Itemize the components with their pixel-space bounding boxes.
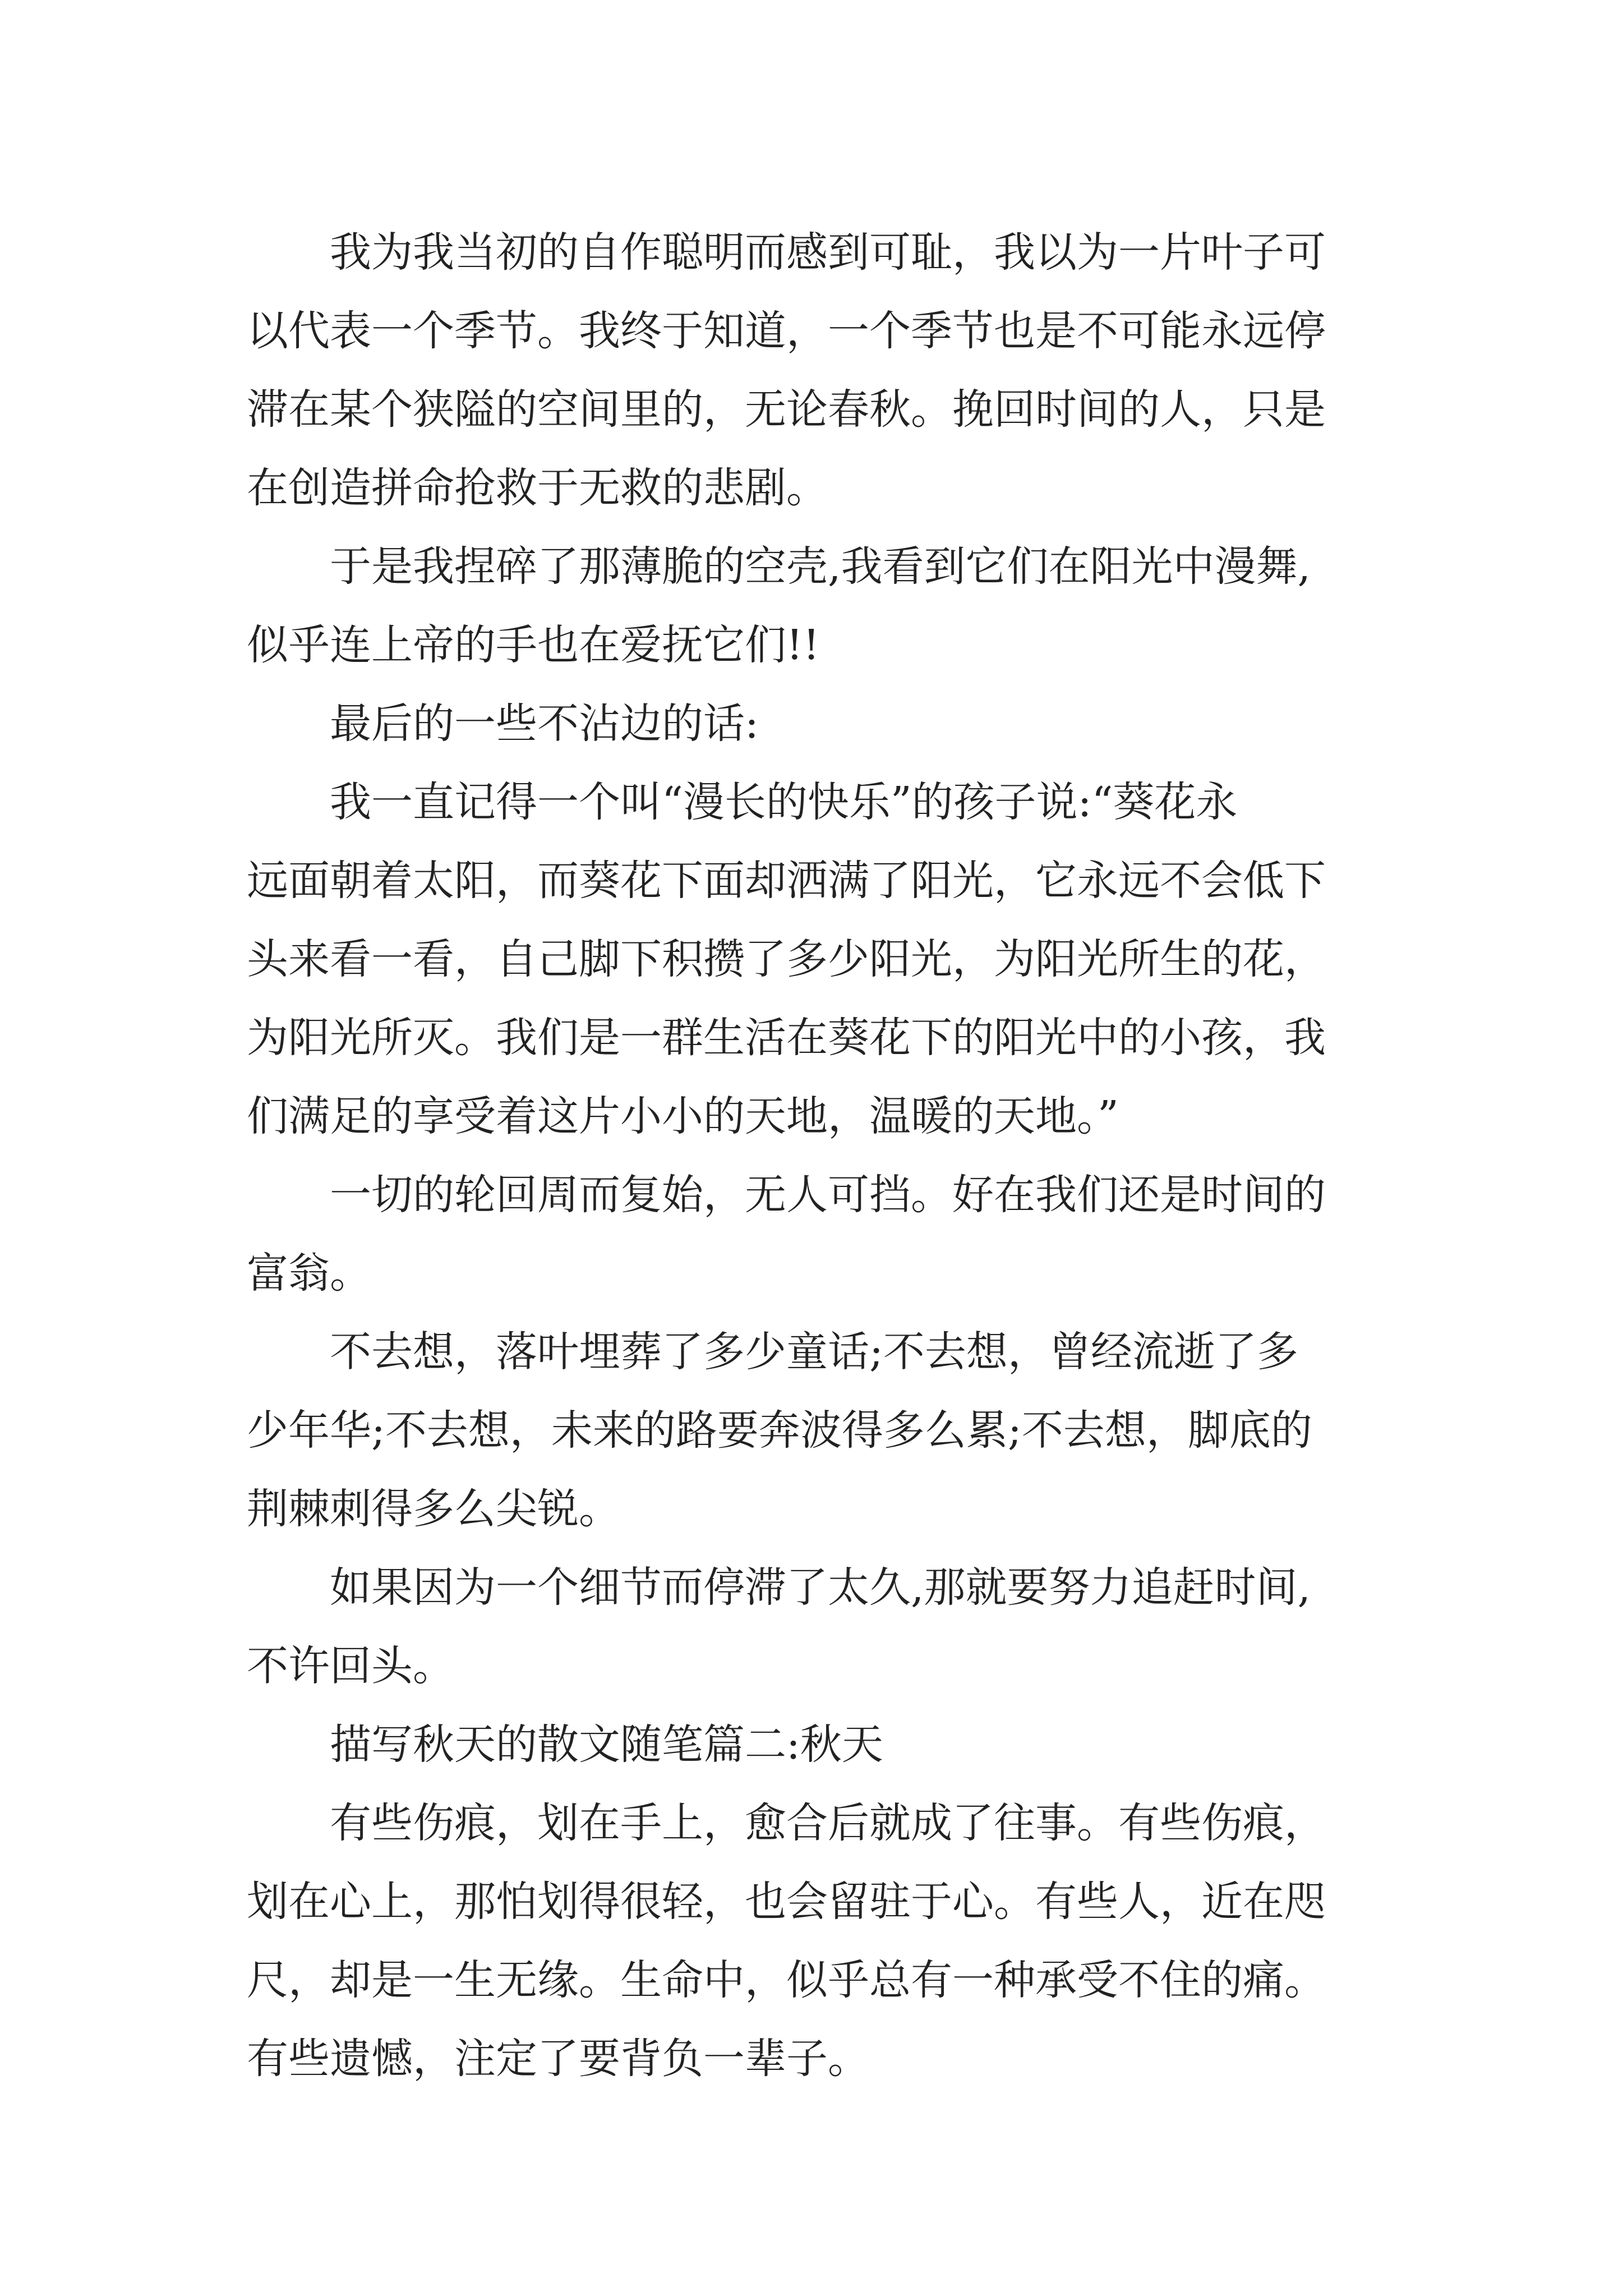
paragraph-line: 富翁。 [247, 1249, 371, 1297]
paragraph-line: 们满足的享受着这片小小的天地，温暖的天地。” [247, 1092, 1119, 1140]
paragraph [247, 1784, 1424, 2098]
paragraph [247, 763, 1424, 1156]
paragraph [247, 1548, 1424, 1705]
paragraph [247, 1156, 1424, 1313]
section-heading [247, 1705, 1424, 1784]
paragraph-line: 我为我当初的自作聪明而感到可耻，我以为一片叶子可 [330, 228, 1326, 277]
paragraph [247, 1313, 1424, 1548]
paragraph-line: 少年华;不去想，未来的路要奔波得多么累;不去想，脚底的 [247, 1406, 1312, 1455]
paragraph-line: 划在心上，那怕划得很轻，也会留驻于心。有些人，近在咫 [247, 1878, 1326, 1926]
paragraph-line: 似乎连上帝的手也在爱抚它们!! [247, 621, 820, 669]
paragraph-line: 如果因为一个细节而停滞了太久,那就要努力追赶时间, [330, 1563, 1311, 1612]
paragraph-line: 一切的轮回周而复始，无人可挡。好在我们还是时间的 [330, 1171, 1326, 1219]
paragraph-line: 不许回头。 [247, 1642, 454, 1690]
paragraph-line: 不去想，落叶埋葬了多少童话;不去想，曾经流逝了多 [330, 1328, 1298, 1376]
paragraph [247, 213, 1424, 527]
paragraph-line: 远面朝着太阳，而葵花下面却洒满了阳光，它永远不会低下 [247, 857, 1326, 905]
section-heading-text: 描写秋天的散文随笔篇二:秋天 [330, 1720, 883, 1769]
paragraph [247, 684, 1424, 763]
paragraph-line: 以代表一个季节。我终于知道，一个季节也是不可能永远停 [247, 307, 1326, 355]
paragraph-line: 我一直记得一个叫“漫长的快乐”的孩子说:“葵花永 [330, 778, 1238, 826]
paragraph-line: 有些遗憾，注定了要背负一辈子。 [247, 2035, 869, 2083]
paragraph-line: 头来看一看，自己脚下积攒了多少阳光，为阳光所生的花， [247, 935, 1326, 983]
document-body [247, 213, 1424, 2098]
paragraph-line: 为阳光所灭。我们是一群生活在葵花下的阳光中的小孩，我 [247, 1014, 1326, 1062]
paragraph [247, 527, 1424, 684]
paragraph-line: 最后的一些不沾边的话: [330, 700, 759, 748]
paragraph-line: 在创造拼命抢救于无救的悲剧。 [247, 464, 828, 512]
paragraph-line: 于是我捏碎了那薄脆的空壳,我看到它们在阳光中漫舞, [330, 542, 1311, 591]
paragraph-line: 有些伤痕，划在手上，愈合后就成了往事。有些伤痕， [330, 1799, 1326, 1847]
paragraph-line: 尺，却是一生无缘。生命中，似乎总有一种承受不住的痛。 [247, 1956, 1326, 2004]
paragraph-line: 荆棘刺得多么尖锐。 [247, 1485, 620, 1533]
paragraph-line: 滞在某个狭隘的空间里的，无论春秋。挽回时间的人，只是 [247, 385, 1326, 434]
